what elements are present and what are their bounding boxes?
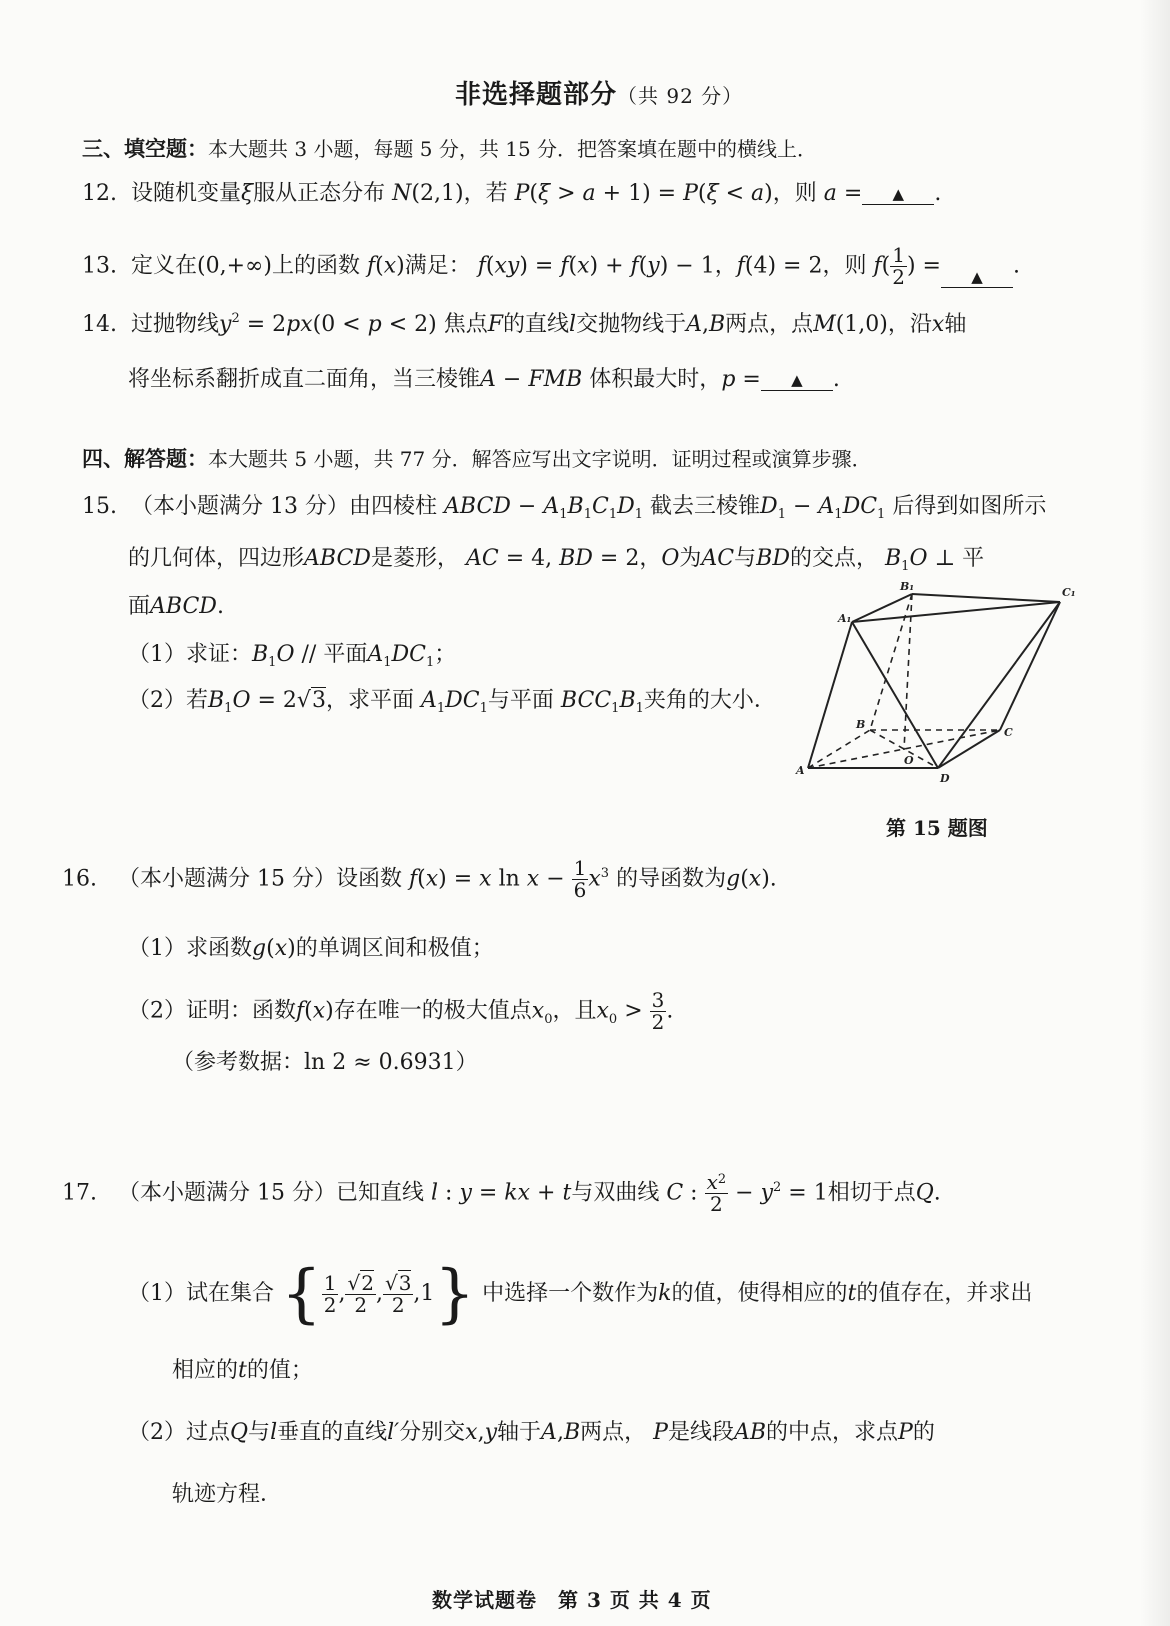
q17-part2-text: 垂直的直线 — [277, 1420, 388, 1445]
q12-text: 服从正态分布 — [253, 181, 386, 206]
label-B: B — [856, 718, 866, 731]
q15-text: 与 — [734, 546, 757, 571]
q15-part2-text: ，求平面 — [325, 688, 414, 713]
question-17-part1: （1）试在集合 { $\frac{1}{2}$ , $\frac{√2}{2}$ , $\frac{√3}{2}$ ,1} 中选择一个数作为k的值，使得相应的t的值存在，并求出 — [128, 1257, 1033, 1331]
edge-D-C — [938, 730, 1000, 768]
q16-text: 的导函数为 — [616, 866, 727, 892]
question-15-line3: 面ABCD. — [128, 594, 224, 619]
q15-number: 15. — [82, 494, 117, 519]
label-B1: B₁ — [900, 580, 915, 593]
q17-part1-text: （1）试在集合 — [128, 1281, 274, 1306]
q17-part2-text: 与 — [248, 1420, 271, 1445]
q14-text: 将坐标系翻折成直二面角，当三棱锥 — [128, 367, 481, 392]
q16-number: 16. — [62, 866, 97, 892]
q12-text: ，若 — [463, 181, 508, 206]
q12-text: ，则 — [772, 181, 817, 206]
question-16: 16. （本小题满分 15 分）设函数 f(x) = x ln x − $\frac{1}{6}$ $x^3$ 的导函数为g(x). — [62, 856, 777, 902]
answer-mark-icon: ▲ — [791, 371, 803, 389]
q15-part2-text: （2）若 — [128, 688, 208, 713]
q14-number: 14. — [82, 312, 117, 337]
edge-B1-C1 — [912, 594, 1060, 602]
q17-part1-text: 的值，使得相应的 — [671, 1281, 848, 1306]
q13-answer-blank[interactable] — [941, 265, 1013, 288]
edge-A1-C1 — [852, 602, 1060, 622]
title-text: 非选择题部分 — [455, 80, 618, 110]
q16-part2-text: 存在唯一的极大值点 — [333, 998, 532, 1024]
q16-part2-text: ，且 — [552, 998, 597, 1024]
q17-part2-text: 分别交 — [399, 1420, 466, 1445]
q16-score: （本小题满分 15 分） — [117, 866, 336, 892]
q16-part1-text: （1）求函数 — [128, 936, 252, 961]
question-16-part2: （2）证明：函数f(x)存在唯一的极大值点$x_0$，且$x_0$ > $\frac{3}{2}$ . — [128, 988, 674, 1034]
q15-text: 是菱形， — [370, 546, 459, 571]
q15-figure-caption: 第 15 题图 — [886, 816, 988, 840]
q12-answer-blank[interactable] — [862, 182, 934, 205]
label-C1: C₁ — [1062, 586, 1076, 599]
question-17-part2-line2: 轨迹方程． — [172, 1482, 283, 1507]
q14-text: 的直线 — [503, 312, 570, 337]
label-A1: A₁ — [838, 612, 852, 625]
q16-text: 设函数 — [335, 866, 402, 892]
q13-number: 13. — [82, 253, 117, 279]
q14-text: ，沿 — [887, 312, 932, 337]
q14-text: 交抛物线于 — [576, 312, 687, 337]
q17-text: 已知直线 — [335, 1180, 424, 1206]
question-14: 14. 过抛物线$y^2 = 2px(0 < p < 2)$ 焦点F的直线l交抛物线于A,B两点，点M(1,0)，沿x轴 — [82, 311, 967, 337]
q15-part2-text: 夹角的大小． — [643, 688, 776, 713]
q13-text: 满足： — [404, 253, 471, 279]
q17-score: （本小题满分 15 分） — [117, 1180, 336, 1206]
q17-part1-text: 中选择一个数作为 — [482, 1281, 659, 1306]
q15-text: 面 — [128, 594, 151, 619]
q15-text: 平 — [962, 546, 985, 571]
q15-text: 的几何体，四边形 — [128, 546, 305, 571]
label-C: C — [1004, 726, 1013, 739]
answer-mark-icon: ▲ — [892, 185, 905, 203]
q16-part1-text: 的单调区间和极值； — [295, 936, 494, 961]
question-17-part2: （2）过点Q与l垂直的直线l′分别交x,y轴于A,B两点， P是线段AB的中点，求点P的 — [128, 1420, 935, 1445]
q15-text: 的交点， — [789, 546, 878, 571]
q17-part2-text: 是线段 — [667, 1420, 734, 1445]
q12-number: 12. — [82, 181, 117, 206]
q17-part1-text: 的值存在，并求出 — [856, 1281, 1033, 1306]
q14-text: 焦点 — [443, 312, 488, 337]
q14-answer-blank[interactable] — [761, 368, 833, 391]
question-15: 15. （本小题满分 13 分）由四棱柱 ABCD − $A_1B_1C_1D_1$ 截去三棱锥$D_1 - A_1DC_1$ 后得到如图所示 — [82, 494, 1047, 522]
question-15-part1: （1）求证：$B_1O$ // 平面$A_1DC_1$； — [128, 642, 457, 670]
q15-text: 后得到如图所示 — [892, 494, 1047, 519]
section-4-heading — [82, 448, 872, 469]
q13-text: 上的函数 — [271, 253, 360, 279]
q13-text: ，则 — [822, 253, 867, 279]
question-12: 12. 设随机变量ξ服从正态分布 N(2,1)，若 P(ξ > a + 1) = P(ξ < a)，则 a = ▲ . — [82, 181, 942, 206]
q15-part1-text: （1）求证： — [128, 642, 252, 667]
page-edge-shadow — [1140, 0, 1170, 1626]
q15-score: （本小题满分 13 分） — [131, 494, 349, 519]
section-4-desc: 本大题共 5 小题，共 77 分．解答应写出文字说明．证明过程或演算步骤． — [208, 447, 872, 471]
q14-text: 过抛物线 — [131, 312, 220, 337]
question-15-line2: 的几何体，四边形ABCD是菱形， AC = 4, BD = 2，O为AC与BD的交点， $B_1O$ ⊥ 平 — [128, 546, 985, 574]
question-17: 17. （本小题满分 15 分）已知直线 l : y = kx + t与双曲线 C : $\frac{x^2}{2}$ − $y^2 = 1$相切于点Q. — [62, 1170, 941, 1216]
question-14-line2: 将坐标系翻折成直二面角，当三棱锥A − FMB 体积最大时，p = ▲ . — [128, 367, 840, 392]
edge-A1-D — [852, 622, 938, 768]
label-D: D — [940, 772, 950, 785]
section-3-label: 三、填空题： — [82, 136, 208, 161]
q17-part2-text: 的 — [912, 1420, 935, 1445]
q14-text: 两点，点 — [725, 312, 814, 337]
answer-mark-icon: ▲ — [971, 268, 983, 286]
q15-text: 由四棱柱 — [348, 494, 437, 519]
q15-text: 为 — [679, 546, 702, 571]
q17-part2-text: （2）过点 — [128, 1420, 230, 1445]
section-4-label: 四、解答题： — [82, 446, 208, 471]
question-16-reference: （参考数据：ln 2 ≈ 0.6931） — [172, 1050, 478, 1075]
q17-part1-text: 相应的 — [172, 1358, 239, 1383]
q17-part1-text: 的值； — [246, 1358, 313, 1383]
q16-part2-text: （2）证明：函数 — [128, 998, 296, 1024]
q17-part2-text: 轴于 — [497, 1420, 542, 1445]
q15-part1-text: 平面 — [323, 642, 368, 667]
q15-geometry-figure — [790, 580, 1090, 800]
edge-A-A1 — [808, 622, 852, 768]
question-16-part1: （1）求函数g(x)的单调区间和极值； — [128, 936, 494, 961]
q12-text: 设随机变量 — [131, 181, 242, 206]
q17-text: 与双曲线 — [571, 1180, 660, 1206]
question-15-part2: （2）若$B_1O = 2√3$，求平面 $A_1DC_1$与平面 $BCC_1B_1$夹角的大小． — [128, 688, 776, 716]
label-A: A — [796, 764, 805, 777]
page-title — [455, 82, 743, 108]
edge-C1-C — [1000, 602, 1060, 730]
edge-C1-D — [938, 602, 1060, 768]
q15-text: 截去三棱锥 — [650, 494, 761, 519]
section-3-heading — [82, 138, 817, 159]
q17-text: 相切于点 — [827, 1180, 916, 1206]
page-footer: 数学试题卷 第 3 页 共 4 页 — [432, 1588, 712, 1612]
q17-number: 17. — [62, 1180, 97, 1206]
q14-text: 轴 — [944, 312, 967, 337]
section-3-desc: 本大题共 3 小题，每题 5 分，共 15 分．把答案填在题中的横线上． — [208, 137, 818, 161]
q13-text: 定义在 — [131, 253, 198, 279]
q15-part2-text: 与平面 — [487, 688, 554, 713]
q17-part2-text: 的中点，求点 — [766, 1420, 899, 1445]
question-17-part1-line2: 相应的t的值； — [172, 1358, 313, 1383]
title-note: （共 92 分） — [617, 84, 744, 108]
question-13: 13. 定义在(0,+∞)上的函数 f(x)满足： f(xy) = f(x) + f(y) − 1，f(4) = 2，则 f( $\frac{1}{2}$ ) = ▲ . — [82, 243, 1020, 289]
q14-text: 体积最大时， — [589, 367, 722, 392]
label-O: O — [904, 754, 914, 767]
q17-part2-text: 两点， — [580, 1420, 647, 1445]
